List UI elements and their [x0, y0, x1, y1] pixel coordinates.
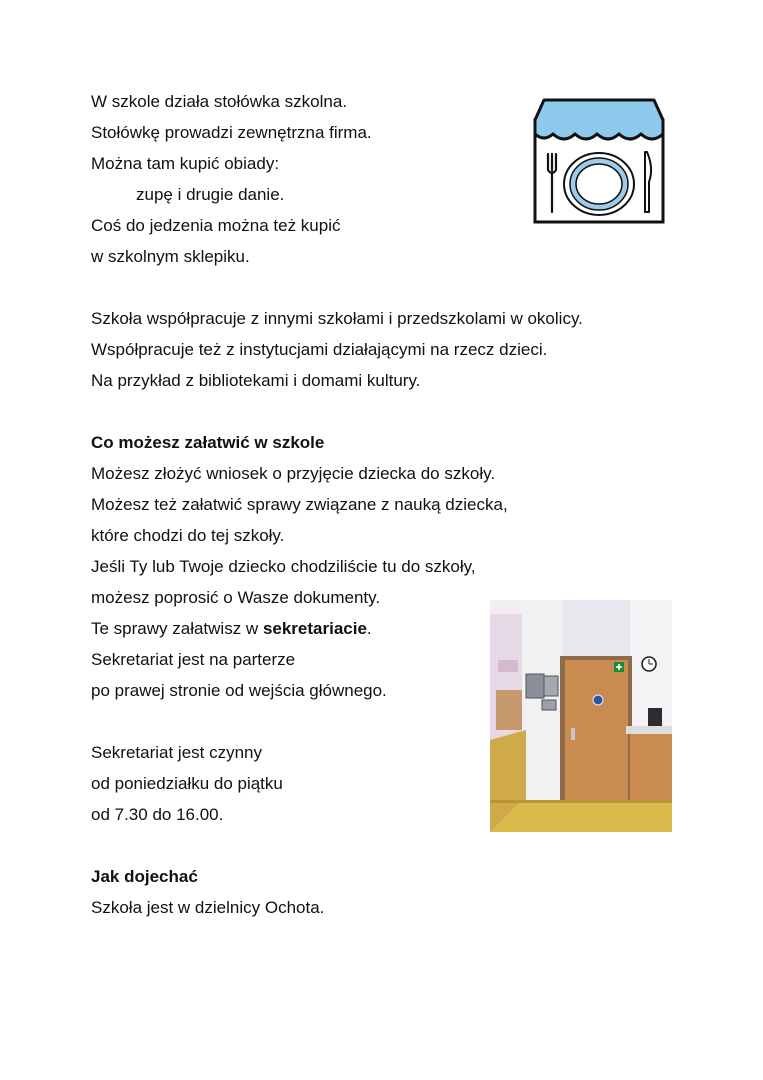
canteen-line-5: Coś do jedzenia można też kupić	[91, 216, 341, 235]
secretariat-door-photo	[490, 600, 672, 832]
directions-heading: Jak dojechać	[91, 867, 198, 886]
office-line-suffix: .	[366, 619, 372, 638]
cooperation-line-2: Współpracuje też z instytucjami działającymi na rzecz dzieci.	[91, 340, 548, 359]
matters-line-4: Jeśli Ty lub Twoje dziecko chodziliście tu do szkoły,	[91, 557, 476, 576]
canteen-line-2: Stołówkę prowadzi zewnętrzna firma.	[91, 123, 372, 142]
office-line-bold: sekretariacie	[262, 619, 367, 638]
canteen-line-6: w szkolnym sklepiku.	[91, 247, 250, 266]
canteen-line-1: W szkole działa stołówka szkolna.	[91, 92, 348, 111]
hours-line-3: od 7.30 do 16.00.	[91, 805, 224, 824]
matters-line-2: Możesz też załatwić sprawy związane z nauką dziecka,	[91, 495, 508, 514]
cooperation-line-3: Na przykład z bibliotekami i domami kultury.	[91, 371, 421, 390]
cooperation-line-1: Szkoła współpracuje z innymi szkołami i przedszkolami w okolicy.	[91, 309, 583, 328]
office-line-prefix: Te sprawy załatwisz w	[91, 619, 263, 638]
directions-line-1: Szkoła jest w dzielnicy Ochota.	[91, 898, 325, 917]
location-line-1: Sekretariat jest na parterze	[91, 650, 296, 669]
office-line	[91, 618, 372, 640]
matters-line-3: które chodzi do tej szkoły.	[91, 526, 285, 545]
canteen-line-3: Można tam kupić obiady:	[91, 154, 280, 173]
matters-heading: Co możesz załatwić w szkole	[91, 433, 325, 452]
cafeteria-pictogram-icon	[530, 98, 668, 226]
hours-line-2: od poniedziałku do piątku	[91, 774, 283, 793]
canteen-line-4: zupę i drugie danie.	[136, 185, 285, 204]
hours-line-1: Sekretariat jest czynny	[91, 743, 263, 762]
matters-line-5: możesz poprosić o Wasze dokumenty.	[91, 588, 381, 607]
location-line-2: po prawej stronie od wejścia głównego.	[91, 681, 387, 700]
matters-line-1: Możesz złożyć wniosek o przyjęcie dziecka do szkoły.	[91, 464, 496, 483]
